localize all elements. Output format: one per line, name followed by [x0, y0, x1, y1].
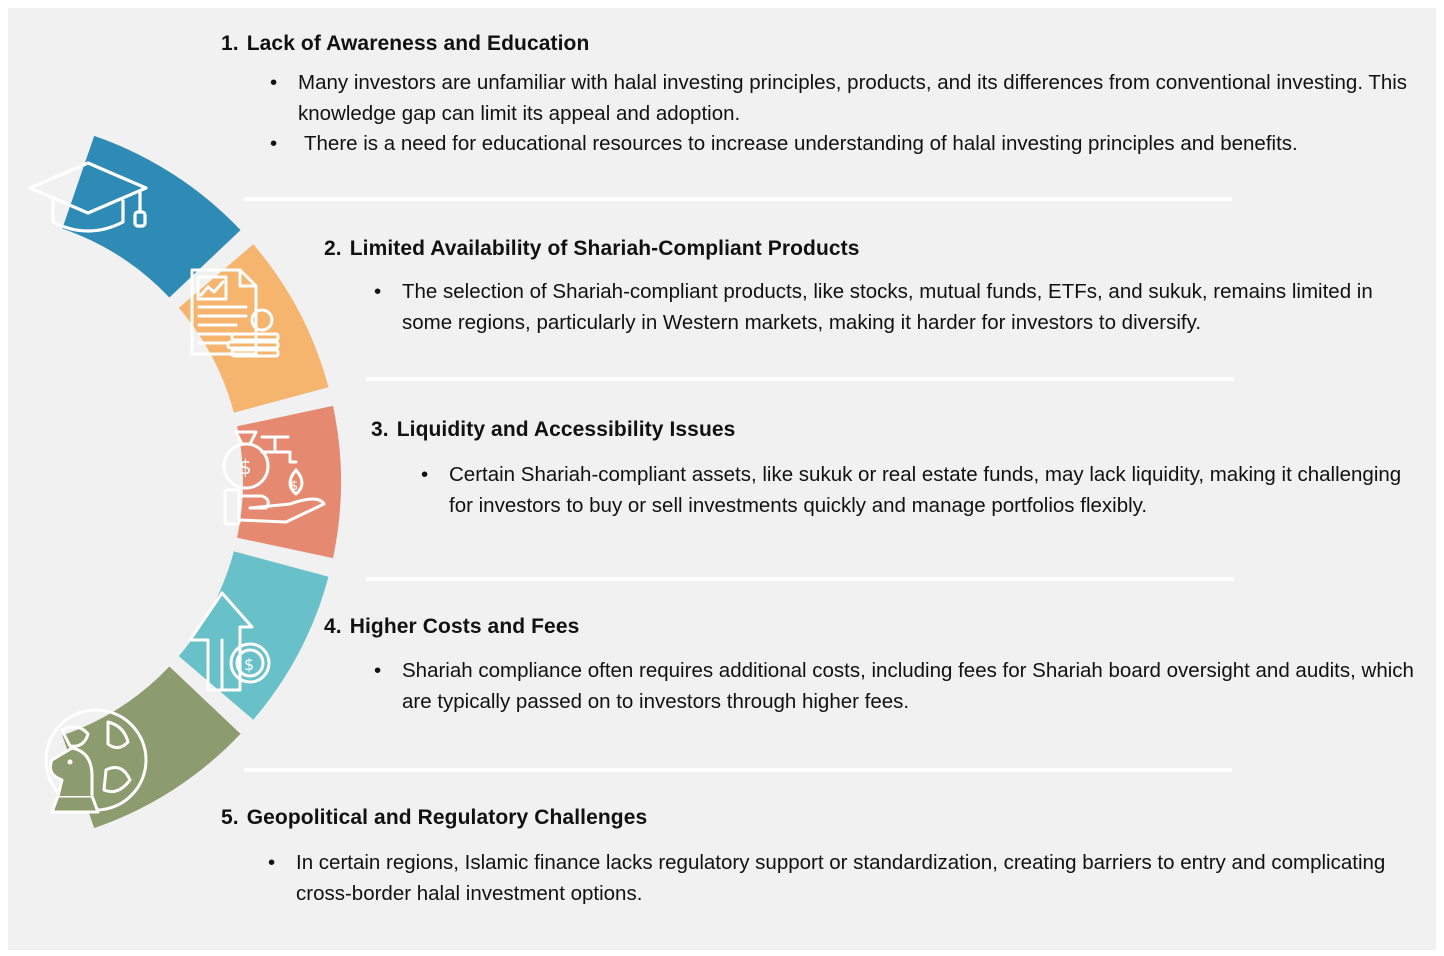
- list-item: • Many investors are unfamiliar with halal investing principles, products, and its differences from conventional investing. This knowledge gap can limit its appeal and adoption.: [298, 68, 1423, 129]
- section-4-bullets: [402, 656, 1417, 717]
- section-title-text: Lack of Awareness and Education: [246, 32, 590, 55]
- section-number: 1.: [221, 32, 239, 55]
- section-3-bullets: [449, 460, 1414, 521]
- section-3-title: [371, 418, 735, 442]
- section-title-text: Geopolitical and Regulatory Challenges: [246, 806, 648, 829]
- section-2-title: [324, 237, 860, 261]
- section-number: 3.: [371, 418, 389, 441]
- list-item: • There is a need for educational resources to increase understanding of halal investing principles and benefits.: [298, 129, 1423, 160]
- arc-segment-4: [179, 551, 329, 719]
- separator-1: [244, 197, 1232, 201]
- section-5-bullets: [296, 848, 1416, 909]
- arc-segment-1: [62, 136, 240, 298]
- section-number: 5.: [221, 806, 239, 829]
- separator-2: [366, 377, 1234, 381]
- svg-text:$: $: [244, 655, 255, 674]
- svg-text:$: $: [290, 479, 299, 494]
- section-title-text: Limited Availability of Shariah-Compliant Products: [349, 237, 860, 260]
- list-item: • In certain regions, Islamic finance lacks regulatory support or standardization, creating barriers to entry and complicating cross-border halal investment options.: [296, 848, 1416, 909]
- section-number: 2.: [324, 237, 342, 260]
- section-5-title: [221, 806, 647, 830]
- separator-3: [366, 577, 1234, 581]
- section-4-title: [324, 615, 579, 639]
- section-title-text: Higher Costs and Fees: [349, 615, 580, 638]
- section-1-title: [221, 32, 589, 56]
- section-title-text: Liquidity and Accessibility Issues: [396, 418, 736, 441]
- section-2-bullets: [402, 277, 1427, 338]
- list-item: • Shariah compliance often requires additional costs, including fees for Shariah board oversight and audits, which are typically passed on to investors through higher fees.: [402, 656, 1417, 717]
- list-item: • The selection of Shariah-compliant products, like stocks, mutual funds, ETFs, and sukuk, remains limited in some regions, particularly in Western markets, making it harder for investors to diversify.: [402, 277, 1427, 338]
- svg-text:$: $: [239, 455, 252, 479]
- section-1-bullets: [298, 68, 1423, 160]
- section-number: 4.: [324, 615, 342, 638]
- separator-4: [244, 768, 1232, 772]
- list-item: • Certain Shariah-compliant assets, like sukuk or real estate funds, may lack liquidity, making it challenging for investors to buy or sell investments quickly and manage portfolios flexibly.: [449, 460, 1414, 521]
